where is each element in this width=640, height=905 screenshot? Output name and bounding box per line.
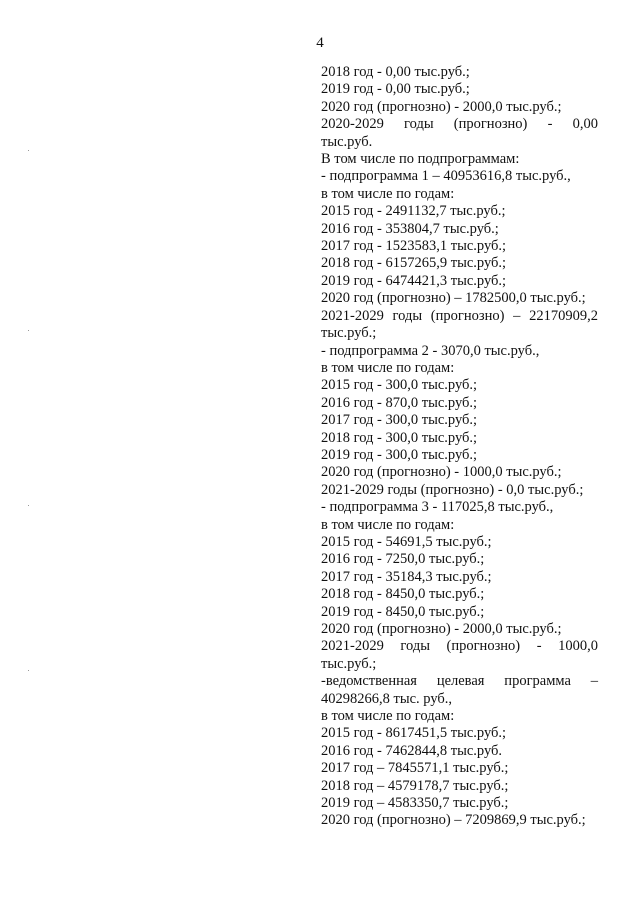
page-number: 4 [316,35,324,51]
text-line: 2016 год - 870,0 тыс.руб.; [321,394,478,411]
text-line: 2015 год - 2491132,7 тыс.руб.; [321,203,506,220]
text-line: в том числе по годам: [321,185,455,202]
scan-margin-marks [28,150,32,790]
text-line: 2016 год - 7250,0 тыс.руб.; [321,551,485,568]
text-line: 2018 год - 8450,0 тыс.руб.; [321,586,485,603]
text-line: 2016 год - 353804,7 тыс.руб.; [321,220,499,237]
text-line: 2019 год - 6474421,3 тыс.руб.; [321,272,507,289]
text-line: 2020 год (прогнозно) - 1000,0 тыс.руб.; [321,464,562,481]
text-line: в том числе по годам: [321,359,455,376]
scan-dot [28,670,29,671]
text-line: 40298266,8 тыс. руб., [321,690,453,707]
text-line: 2019 год – 4583350,7 тыс.руб.; [321,795,509,812]
text-line: 2016 год - 7462844,8 тыс.руб. [321,742,503,759]
text-line: 2020 год (прогнозно) - 2000,0 тыс.руб.; [321,621,562,637]
text-line: 2015 год - 300,0 тыс.руб.; [321,377,478,394]
text-line: 2019 год - 8450,0 тыс.руб.; [321,603,485,620]
text-line: 2020 год (прогнозно) – 1782500,0 тыс.руб.; [321,290,586,307]
text-line: 2021-2029 годы (прогнозно) - 1000,0 [321,638,598,655]
funding-text-block [321,64,598,830]
text-line: 2020 год (прогнозно) - 2000,0 тыс.руб.; [321,98,562,115]
text-line: 2015 год - 8617451,5 тыс.руб.; [321,725,507,742]
text-line: 2020 год (прогнозно) – 7209869,9 тыс.руб.; [321,812,586,829]
text-line: тыс.руб.; [321,325,377,342]
text-line: 2017 год - 35184,3 тыс.руб.; [321,568,492,585]
text-line: 2017 год – 7845571,1 тыс.руб.; [321,760,509,777]
scan-dot [28,330,29,331]
text-line: 2015 год - 54691,5 тыс.руб.; [321,533,492,550]
text-line: 2018 год - 6157265,9 тыс.руб.; [321,255,507,272]
text-line: 2019 год - 300,0 тыс.руб.; [321,446,478,463]
text-line: В том числе по подпрограммам: [321,151,520,168]
text-line: 2017 год - 300,0 тыс.руб.; [321,412,478,429]
text-line: - подпрограмма 3 - 117025,8 тыс.руб., [321,499,554,516]
text-line: - подпрограмма 1 – 40953616,8 тыс.руб., [321,168,571,185]
text-line: тыс.руб.; [321,655,377,672]
text-line: 2020-2029 годы (прогнозно) - 0,00 [321,116,598,133]
text-line: -ведомственная целевая программа – [321,673,598,690]
text-line: 2018 год - 300,0 тыс.руб.; [321,429,478,446]
text-line: 2019 год - 0,00 тыс.руб.; [321,81,470,98]
scan-dot [28,505,29,506]
text-line: тыс.руб. [321,133,373,150]
text-line: в том числе по годам: [321,516,455,533]
text-line: в том числе по годам: [321,708,455,725]
text-line: 2021-2029 годы (прогнозно) - 0,0 тыс.руб.; [321,481,584,498]
scan-dot [28,150,29,151]
text-line: 2021-2029 годы (прогнозно) – 22170909,2 [321,307,598,324]
text-line: 2018 год - 0,00 тыс.руб.; [321,64,470,80]
text-line: 2017 год - 1523583,1 тыс.руб.; [321,238,507,255]
text-line: - подпрограмма 2 - 3070,0 тыс.руб., [321,342,540,359]
text-line: 2018 год – 4579178,7 тыс.руб.; [321,777,509,794]
